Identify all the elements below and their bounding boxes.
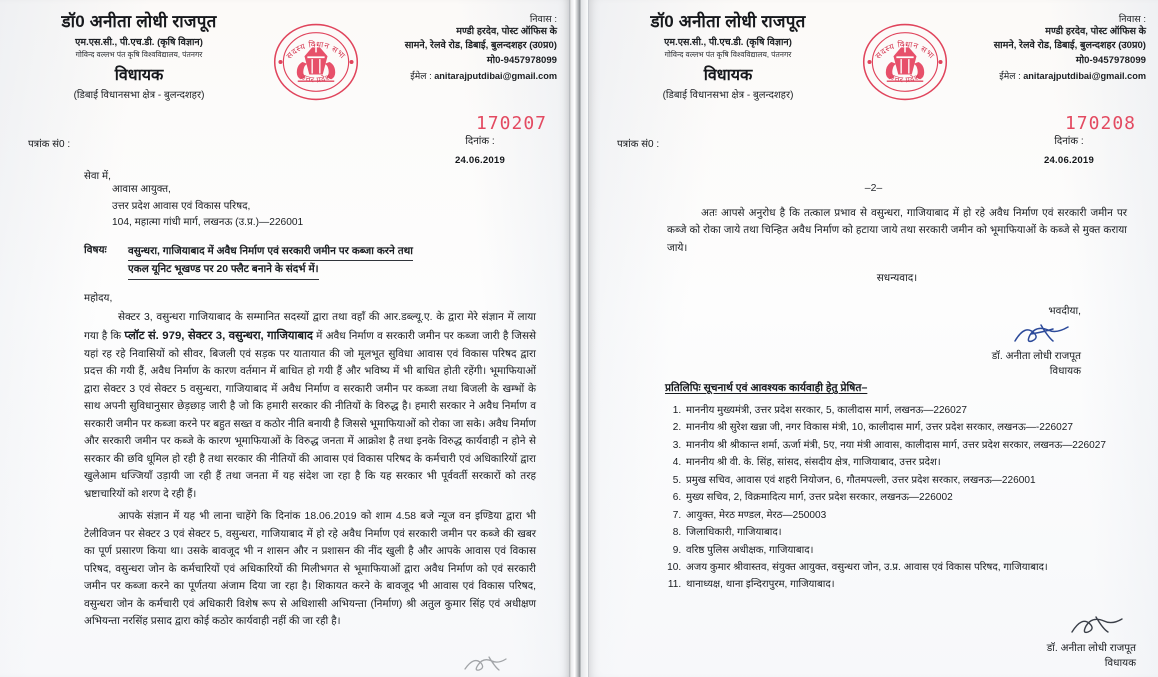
address-line-2: सामने, रेलवे रोड, डिबाई, बुलन्दशहर (उ0प्र0) [404,40,557,52]
paragraph-1 [84,309,536,503]
date-block-page2 [1044,133,1094,166]
subject-label: विषयः [84,244,107,256]
mla-designation-page2: विधायक [703,66,753,84]
signer-title: विधायक [1049,366,1081,378]
letterhead-contact-block-page2 [914,12,1146,82]
addressee-line-3: 104, महात्मा गांधी मार्ग, लखनऊ (उ.प्र.)—226001 [112,217,304,229]
svg-text:उत्तर प्रदेश: उत्तर प्रदेश [299,72,333,85]
thanks-line: सधन्यवाद। [876,273,918,285]
date-value-page2: 24.06.2019 [1043,155,1094,166]
date-label-page1: दिनांक : [465,136,495,147]
copy-distribution-list [665,378,1135,595]
list-item: 2. माननीय श्री सुरेश खन्ना जी, नगर विकास मंत्री, 10, कालीदास मार्ग, उत्तर प्रदेश सरकार, लखनऊ—-226027 [684,420,1135,436]
letterhead-identity-block-page2 [603,12,853,101]
date-value-page1: 24.06.2019 [454,155,505,166]
phone-number-page2: मो0-9457978099 [1075,54,1146,66]
paragraph-2: आपके संज्ञान में यह भी लाना चाहेंगे कि दिनांक 18.06.2019 को शाम 4.58 बजे न्यूज वन इण्डिया द्वारा भी टेलीविजन पर सेक्टर 3 एवं सेक्टर 5, वसुन्धरा, गाजियाबाद में हो रहे अवैध निर्माण एवं सरकारी जमीन पर कब्जे की खबर का पूर्ण प्रसारण किया था। उसके बावजूद भी न शासन और न प्रशासन की नींद खुली है और आपके आवास एवं विकास परिषद, वसुन्धरा जोन के कर्मचारियों एवं अधिकारियों की मिलीभगत से भूमाफियाओं द्वारा अवैध निर्माण को एवं सरकारी जमीन पर कब्जा करने का पूर्णतया अंजाम दिया जा रहा है। शिकायत करने के बावजूद भी आवास एवं विकास परिषद, वसुन्धरा जोन के कर्मचारी एवं अधिकारी विशेष रूप से अधिशासी अभियन्ता (निर्माण) श्री अतुल कुमार सिंह एवं अधीक्षण अभियन्ता नरसिंह प्रसाद द्वारा कोई कठोर कार्यवाही नहीं की जा रही है। [84,511,536,627]
reference-number-label-page2: पत्रांक सं0 : [617,139,660,150]
list-item: 1. माननीय मुख्यमंत्री, उत्तर प्रदेश सरकार, 5, कालीदास मार्ग, लखनऊ—226027 [684,403,1135,419]
date-block-page1 [455,133,505,166]
footer-signer-name: डॉ. अनीता लोधी राजपूत [1046,643,1136,655]
stamp-number-page1: 170207 [475,113,547,134]
email-label-page2: ईमेल : [999,71,1021,82]
cc-heading: प्रतिलिपिः सूचनार्थ एवं आवश्यक कार्यवाही हेतु प्रेषित– [665,382,868,394]
date-label-page2: दिनांक : [1054,136,1084,147]
svg-text:उत्तर प्रदेश: उत्तर प्रदेश [888,72,922,85]
list-item: 5. प्रमुख सचिव, आवास एवं शहरी नियोजन, 6, गौतमपल्ली, उत्तर प्रदेश सरकार, लखनऊ—226001 [684,473,1135,489]
signer-name: डॉ. अनीता लोधी राजपूत [991,351,1081,363]
mla-name-page2: डॉ0 अनीता लोधी राजपूत [650,12,806,31]
handwritten-signature [1007,322,1081,348]
subject-line-2: एकल यूनिट भूखण्ड पर 20 फ्लैट बनाने के संदर्भ में। [128,261,319,280]
list-item: 6. मुख्य सचिव, 2, विक्रमादित्य मार्ग, उत्तर प्रदेश सरकार, लखनऊ—226002 [684,490,1135,506]
letterhead-page2 [589,8,1158,118]
reference-number-label-page1: पत्रांक सं0 : [28,139,71,150]
letterhead-identity-block [14,12,264,101]
phone-number: मो0-9457978099 [486,54,557,66]
list-item: 11. थानाध्यक्ष, थाना इन्दिरापुरम, गाजियाबाद। [684,577,1135,593]
closing-salutation: भवदीया, [1048,306,1081,318]
mla-degrees: एम.एस.सी., पी.एच.डी. (कृषि विज्ञान) [75,36,203,48]
mla-designation: विधायक [114,66,164,84]
list-item: 7. आयुक्त, मेरठ मण्डल, मेरठ—250003 [684,508,1135,524]
document-page-2 [588,0,1158,677]
address-line-1: मण्डी हरदेव, पोस्ट ऑफिस के [456,26,557,37]
mla-university: गोविन्द वल्लभ पंत कृषि विश्वविद्यालय, पंतनगर [75,49,203,59]
email-label: ईमेल : [410,71,432,82]
list-item: 3. माननीय श्री श्रीकान्त शर्मा, ऊर्जा मंत्री, 5ए, नया मंत्री आवास, कालीदास मार्ग, उत्तर प्रदेश सरकार, लखनऊ—226027 [684,438,1135,454]
page-marker: –2– [864,182,883,194]
letterhead-page1 [0,8,569,118]
letter-body-page2 [667,200,1127,380]
paragraph-1-part-b: में अवैध निर्माण व सरकारी जमीन पर कब्जा जारी है जिससे यहां रह रहे निवासियों को सीवर, बिजली एवं सड़क पर यातायात की जो मूलभूत सुविधा आवास एवं विकास परिषद द्वारा प्रदत्त की गयी हैं, अवैध निर्माण के कारण वर्तमान में बाधित हो गयी हैं और भविष्य में भी बाधित होती रहेंगी। भूमाफियाओं द्वारा सेक्टर 3 एवं सेक्टर 5 वसुन्धरा, गाजियाबाद में अवैध निर्माण व सरकारी जमीन पर कब्जा तथा बिजली के खम्भों के साथ अपनी सुविधानुसार छेड़छाड़ जारी है जो कि हमारी सरकार की नीतियों के विरुद्ध है। हमारी सरकार ने अवैध निर्माण व सरकारी जमीन पर कब्जा करने पर बहुत सख्त व कठोर नीति बनायी है जिससे भूमाफियाओं को रोका जा सके। अवैध निर्माण और सरकारी जमीन पर कब्जे के कारण भूमाफियाओं के विरुद्ध जनता में आक्रोश है तथा इनके विरुद्ध कार्यवाही न होने से सरकार की छवि धूमिल हो रही है तथा सरकार की नीतियों की आवास एवं विकास परिषद के कर्मचारी एवं अधिकारियों द्वारा खुलेआम धज्जियाँ उड़ायी जा रही हैं तथा जनता में यह संदेश जा रहा है कि यह सरकार भी पूर्ववर्ती सरकारों को तरह भ्रष्टाचारियों को शरण दे रही हैं। [84,330,536,500]
document-page-1 [0,0,570,677]
subject-line-1: वसुन्धरा, गाजियाबाद में अवैध निर्माण एवं सरकारी जमीन पर कब्जा करने तथा [128,243,413,262]
address-label-page2: निवास : [1118,14,1146,25]
list-item: 10. अजय कुमार श्रीवास्तव, संयुक्त आयुक्त, वसुन्धरा जोन, उ.प्र. आवास एवं विकास परिषद, गाजियाबाद। [684,560,1135,576]
subject-block [84,243,536,281]
closing-paragraph: अतः आपसे अनुरोध है कि तत्काल प्रभाव से वसुन्धरा, गाजियाबाद में हो रहे अवैध निर्माण एवं सरकारी जमीन पर कब्जे को रोका जाये तथा चिन्हित अवैध निर्माण को हटाया जाये तथा सरकारी जमीन को भूमाफियाओं के कब्जे से मुक्त कराया जाये। [667,208,1127,254]
partial-signature-page1 [459,653,529,675]
paragraph-1-part-a: सेक्टर 3, वसुन्धरा गाजियाबाद के सम्मानित सदस्यों द्वारा तथा वहाँ की आर.डब्ल्यू.ए. के द्वारा मेरे संज्ञान में लाया गया है कि [84,312,536,342]
addressee-line-1: आवास आयुक्त, [112,184,171,195]
page-gutter-divider [571,0,588,677]
list-item: 9. वरिष्ठ पुलिस अधीक्षक, गाजियाबाद। [684,543,1135,559]
address-label: निवास : [529,14,557,25]
salutation: महोदय, [84,293,113,305]
mla-university-page2: गोविन्द वल्लभ पंत कृषि विश्वविद्यालय, पंतनगर [664,49,792,59]
addressee-line-2: उत्तर प्रदेश आवास एवं विकास परिषद, [112,200,251,212]
handwritten-signature-footer [1062,614,1136,640]
mla-name: डॉ0 अनीता लोधी राजपूत [61,12,217,31]
to-label: सेवा में, [84,171,111,182]
mla-constituency-page2: (डिबाई विधानसभा क्षेत्र - बुलन्दशहर) [662,89,794,101]
footer-signer-title: विधायक [1104,657,1136,669]
letter-body-page1 [84,168,536,630]
svg-text:सदस्य विधान सभा: सदस्य विधान सभा [873,39,937,61]
email-address-page2: anitarajputdibai@gmail.com [1023,71,1146,82]
cc-items-list [665,403,1135,593]
signature-block [667,305,1127,380]
stamp-number-page2: 170208 [1064,113,1136,134]
list-item: 4. माननीय श्री वी. के. सिंह, सांसद, संसदीय क्षेत्र, गाजियाबाद, उत्तर प्रदेश। [684,455,1135,471]
letterhead-contact-block [325,12,557,82]
footer-signature-block [1047,612,1136,671]
list-item: 8. जिलाधिकारी, गाजियाबाद। [684,525,1135,541]
mla-degrees-page2: एम.एस.सी., पी.एच.डी. (कृषि विज्ञान) [664,36,792,48]
address-line-2-page2: सामने, रेलवे रोड, डिबाई, बुलन्दशहर (उ0प्र0) [993,40,1146,52]
mla-constituency: (डिबाई विधानसभा क्षेत्र - बुलन्दशहर) [73,89,205,101]
address-line-1-page2: मण्डी हरदेव, पोस्ट ऑफिस के [1045,26,1146,37]
paragraph-1-plot-reference: प्लॉट सं. 979, सेक्टर 3, वसुन्धरा, गाजियाबाद [124,329,313,342]
email-address: anitarajputdibai@gmail.com [434,71,557,82]
svg-text:सदस्य विधान सभा: सदस्य विधान सभा [284,39,348,61]
